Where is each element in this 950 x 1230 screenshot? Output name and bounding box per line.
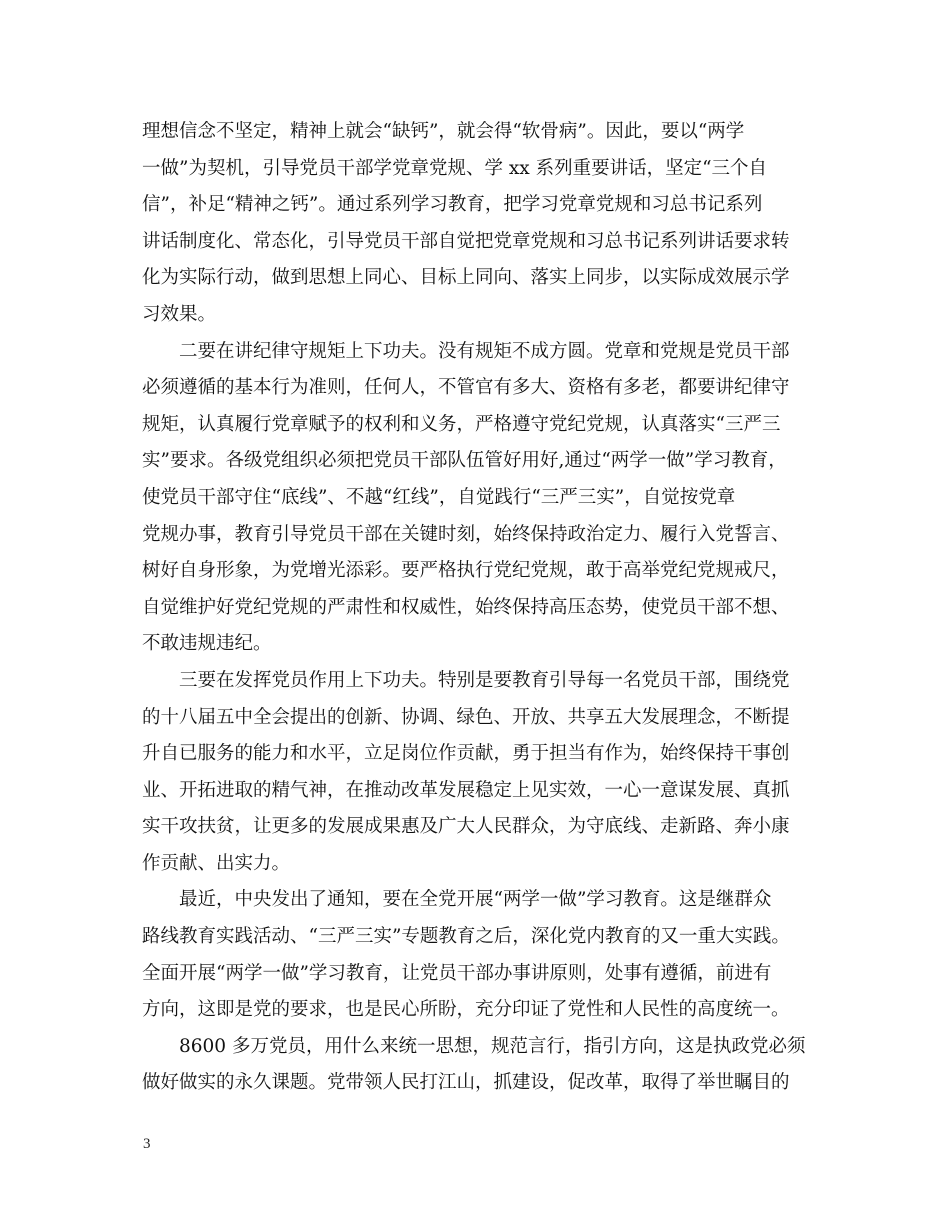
text-line: 升自已服务的能力和水平，立足岗位作贡献，勇于担当有作为，始终保持干事创 <box>142 743 790 765</box>
text-line: 作贡献、出实力。 <box>142 852 291 874</box>
text-line: 使党员干部守住“底线”、不越“红线”，自觉践行“三严三实”，自觉按党章 <box>142 486 736 508</box>
text-line: 党规办事，教育引导党员干部在关键时刻，始终保持政治定力、履行入党誓言、 <box>142 523 790 545</box>
text-line: 一做”为契机，引导党员干部学党章党规、学 xx 系列重要讲话，坚定“三个自 <box>142 157 768 179</box>
text-line: 化为实际行动，做到思想上同心、目标上同向、落实上同步，以实际成效展示学 <box>142 267 790 289</box>
text-line: 路线教育实践活动、“三严三实”专题教育之后，深化党内教育的又一重大实践。 <box>142 926 790 948</box>
text-line: 业、开拓进取的精气神，在推动改革发展稳定上见实效，一心一意谋发展、真抓 <box>142 779 790 801</box>
text-line: 三要在发挥党员作用上下功夫。特别是要教育引导每一名党员干部，围绕党 <box>142 669 790 691</box>
text-line: 最近，中央发出了通知，要在全党开展“两学一做”学习教育。这是继群众 <box>142 889 772 911</box>
text-line: 规矩，认真履行党章赋予的权利和义务，严格遵守党纪党规，认真落实“三严三 <box>142 413 781 435</box>
text-line: 全面开展“两学一做”学习教育，让党员干部办事讲原则，处事有遵循，前进有 <box>142 962 772 984</box>
text-line: 的十八届五中全会提出的创新、协调、绿色、开放、共享五大发展理念，不断提 <box>142 706 790 728</box>
text-line: 必须遵循的基本行为准则，任何人，不管官有多大、资格有多老，都要讲纪律守 <box>142 377 790 399</box>
text-line: 自觉维护好党纪党规的严肃性和权威性，始终保持高压态势，使党员干部不想、 <box>142 596 790 618</box>
text-line: 实”要求。各级党组织必须把党员干部队伍管好用好,通过“两学一做”学习教育， <box>142 450 787 472</box>
text-line: 树好自身形象，为党增光添彩。要严格执行党纪党规，敢于高举党纪党规戒尺， <box>142 560 790 582</box>
text-line: 理想信念不坚定，精神上就会“缺钙”，就会得“软骨病”。因此，要以“两学 <box>142 121 745 142</box>
text-line: 8600 多万党员，用什么来统一思想，规范言行，指引方向，这是执政党必须 <box>142 1035 806 1057</box>
text-line: 实干攻扶贫，让更多的发展成果惠及广大人民群众，为守底线、走新路、奔小康 <box>142 816 790 838</box>
text-line: 不敢违规违纪。 <box>142 633 272 655</box>
text-line: 二要在讲纪律守规矩上下功夫。没有规矩不成方圆。党章和党规是党员干部 <box>142 340 790 362</box>
text-line: 习效果。 <box>142 303 217 325</box>
text-line: 方向，这即是党的要求，也是民心所盼，充分印证了党性和人民性的高度统一。 <box>142 999 790 1021</box>
text-line: 讲话制度化、常态化，引导党员干部自觉把党章党规和习总书记系列讲话要求转 <box>142 230 790 252</box>
text-line: 做好做实的永久课题。党带领人民打江山，抓建设，促改革，取得了举世瞩目的 <box>142 1072 790 1094</box>
body-text <box>142 114 822 1102</box>
page-number: 3 <box>143 1136 151 1152</box>
text-line: 信”，补足“精神之钙”。通过系列学习教育，把学习党章党规和习总书记系列 <box>142 194 763 216</box>
